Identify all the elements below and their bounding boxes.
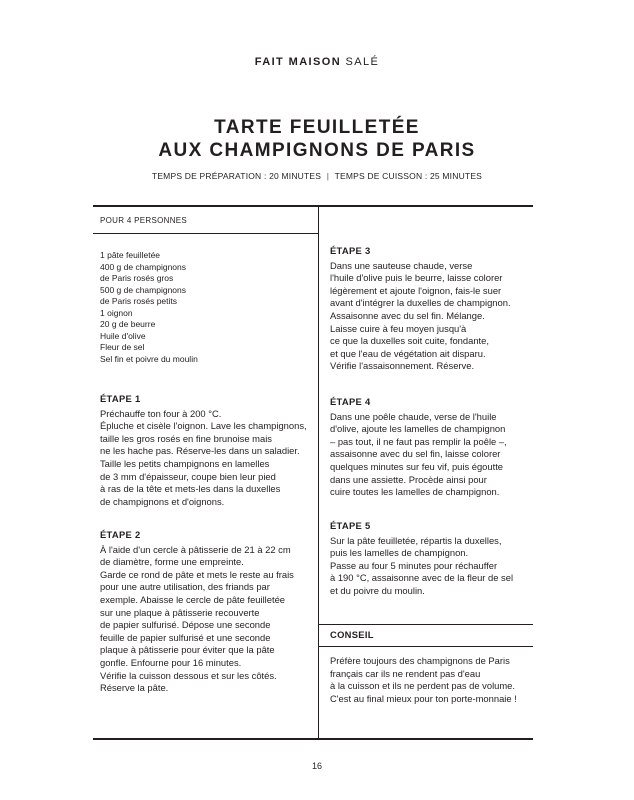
conseil-line: C'est au final mieux pour ton porte-monnaie ! <box>330 692 517 704</box>
bottom-rule <box>93 738 533 740</box>
ingredient-item: 400 g de champignons <box>100 261 187 272</box>
step-line: Laisse cuire à feu moyen jusqu'à <box>330 322 467 334</box>
step-title: ÉTAPE 2 <box>100 529 141 540</box>
step-line: avant d'intégrer la duxelles de champignon. <box>330 297 511 309</box>
step-line: puis les lamelles de champignon. <box>330 547 469 559</box>
step-line: légèrement et ajoute l'oignon, fais-le suer <box>330 284 502 296</box>
step-line: Vérifie la cuisson dessous et sur les côtés. <box>100 669 277 681</box>
conseil-bottom-rule <box>318 646 533 647</box>
step-line: gonfle. Enfourne pour 16 minutes. <box>100 656 242 668</box>
conseil-text <box>330 655 517 705</box>
step-title: ÉTAPE 5 <box>330 520 371 531</box>
header-subcategory: SALÉ <box>345 56 380 68</box>
step-line: de champignons et d'oignons. <box>100 495 225 507</box>
step-line: d'olive, ajoute les lamelles de champignon <box>330 423 506 435</box>
ingredient-item: 1 oignon <box>100 307 133 318</box>
step-title: ÉTAPE 1 <box>100 393 141 404</box>
page-header <box>0 56 634 68</box>
step-line: l'huile d'olive puis le beurre, laisse colorer <box>330 272 503 284</box>
ingredients-list <box>100 250 310 365</box>
recipe-title <box>0 116 634 162</box>
ingredient-item: Huile d'olive <box>100 330 146 341</box>
step-4 <box>330 396 507 499</box>
step-title: ÉTAPE 3 <box>330 245 371 256</box>
recipe-title-line2: AUX CHAMPIGNONS DE PARIS <box>158 140 476 161</box>
step-line: – pas tout, il ne faut pas remplir la poêle –, <box>330 435 507 447</box>
prep-time: TEMPS DE PRÉPARATION : 20 MINUTES <box>151 171 322 181</box>
step-line: à 190 °C, assaisonne avec de la fleur de sel <box>330 572 514 584</box>
step-line: Assaisonne avec du sel fin. Mélange. <box>330 309 485 321</box>
step-1 <box>100 393 307 508</box>
header-category: FAIT MAISON <box>254 56 342 68</box>
step-line: pour une autre utilisation, des friands par <box>100 581 270 593</box>
step-line: Réserve la pâte. <box>100 682 169 694</box>
conseil-top-rule <box>318 624 533 625</box>
portions-rule <box>93 233 318 234</box>
step-line: Dans une sauteuse chaude, verse <box>330 259 473 271</box>
step-3 <box>330 245 511 373</box>
top-rule <box>93 205 533 207</box>
recipe-times <box>0 171 634 181</box>
step-line: dans une assiette. Procède ainsi pour <box>330 473 487 485</box>
column-divider <box>318 207 319 738</box>
portions-label: POUR 4 PERSONNES <box>100 216 188 225</box>
conseil-line: à la cuisson et ils ne perdent pas de volume. <box>330 680 516 692</box>
step-5 <box>330 520 513 598</box>
step-line: exemple. Abaisse le cercle de pâte feuilletée <box>100 593 286 605</box>
ingredient-item: de Paris rosés gros <box>100 273 174 283</box>
step-line: taille les gros rosés en fine brunoise mais <box>100 432 272 444</box>
step-line: sur une plaque à pâtisserie recouverte <box>100 606 260 618</box>
step-line: de 3 mm d'épaisseur, coupe bien leur pied <box>100 470 276 482</box>
step-line: et du poivre du moulin. <box>330 584 425 596</box>
step-line: quelques minutes sur feu vif, puis égoutte <box>330 460 504 472</box>
step-line: et que l'eau de végétation ait disparu. <box>330 347 486 359</box>
step-line: Garde ce rond de pâte et mets le reste au frais <box>100 568 294 580</box>
conseil-line: Préfère toujours des champignons de Paris <box>330 655 510 666</box>
step-line: Taille les petits champignons en lamelles <box>100 457 270 469</box>
step-line: Vérifie l'assaisonnement. Réserve. <box>330 360 475 372</box>
step-line: cuire toutes les lamelles de champignon. <box>330 486 500 498</box>
ingredient-item: Fleur de sel <box>100 342 145 352</box>
times-separator: | <box>326 171 330 181</box>
step-line: Sur la pâte feuilletée, répartis la duxelles, <box>330 534 502 546</box>
step-line: feuille de papier sulfurisé et une seconde <box>100 631 271 643</box>
step-line: plaque à pâtisserie pour éviter que la pâte <box>100 644 275 656</box>
ingredient-item: de Paris rosés petits <box>100 296 178 306</box>
ingredient-item: 500 g de champignons <box>100 284 187 295</box>
cook-time: TEMPS DE CUISSON : 25 MINUTES <box>334 171 483 181</box>
ingredient-item: 1 pâte feuilletée <box>100 250 161 260</box>
conseil-line: français car ils ne rendent pas d'eau <box>330 667 481 679</box>
step-line: Passe au four 5 minutes pour réchauffer <box>330 559 498 571</box>
step-line: ce que la duxelles soit cuite, fondante, <box>330 335 489 347</box>
ingredient-item: Sel fin et poivre du moulin <box>100 353 198 364</box>
page-number: 16 <box>311 761 322 771</box>
step-line: Épluche et cisèle l'oignon. Lave les champignons, <box>100 420 307 432</box>
step-line: assaisonne avec du sel fin, laisse colorer <box>330 448 501 460</box>
step-line: Dans une poêle chaude, verse de l'huile <box>330 410 497 422</box>
step-2 <box>100 529 294 695</box>
recipe-title-line1: TARTE FEUILLETÉE <box>214 117 420 138</box>
conseil-title: CONSEIL <box>330 629 374 640</box>
step-line: à ras de la tête et mets-les dans la duxelles <box>100 483 281 495</box>
step-line: Préchauffe ton four à 200 °C. <box>100 407 222 419</box>
step-line: À l'aide d'un cercle à pâtisserie de 21 à 22 cm <box>100 543 291 555</box>
ingredient-item: 20 g de beurre <box>100 319 156 329</box>
step-line: ne les hache pas. Réserve-les dans un saladier. <box>100 445 300 457</box>
step-title: ÉTAPE 4 <box>330 396 371 407</box>
step-line: de papier sulfurisé. Dépose une seconde <box>100 619 271 631</box>
step-line: de diamètre, forme une empreinte. <box>100 556 244 568</box>
